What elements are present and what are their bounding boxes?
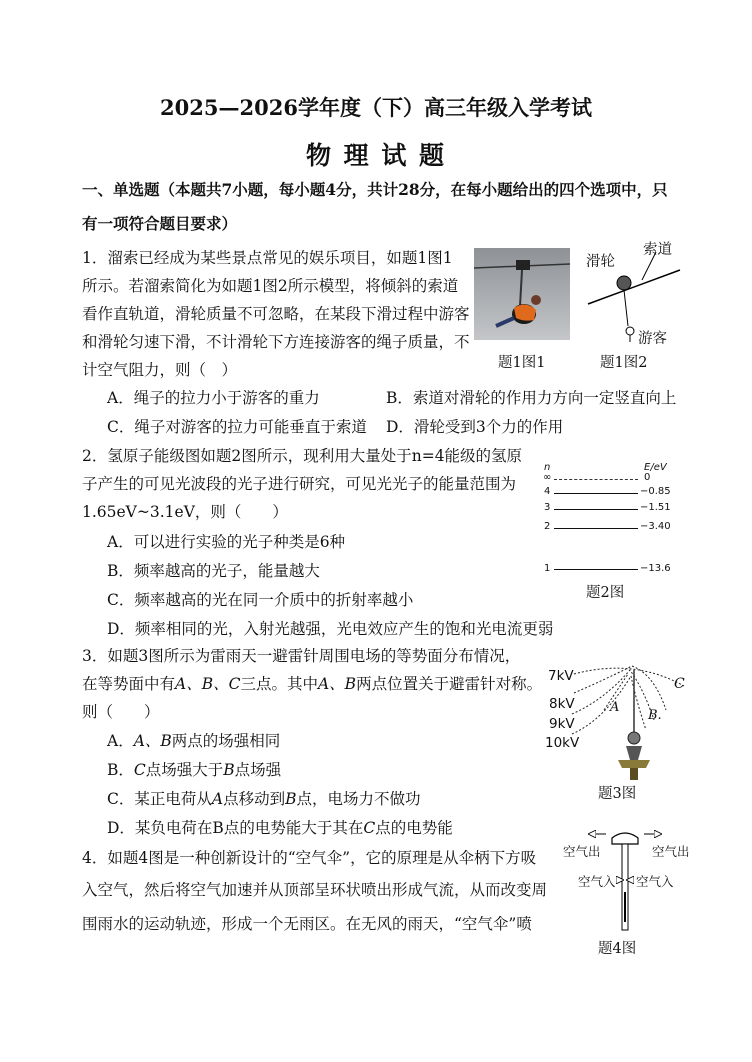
q3-line: 3．如题3图所示为雷雨天一避雷针周围电场的等势面分布情况， <box>82 647 521 665</box>
q3-points: A、B、C <box>175 675 241 693</box>
q3-text: 点，电场力不做功 <box>296 790 421 808</box>
equipotential-9kv-label: 9kV <box>549 716 575 732</box>
q3-points: B <box>285 790 297 808</box>
q3-text: 点的电势能 <box>375 819 453 837</box>
air-out-right-label: 空气出 <box>652 844 690 859</box>
q3-points: B <box>223 761 235 779</box>
q3-option-c <box>107 789 421 809</box>
level-e-2: −3.40 <box>640 521 671 532</box>
q2-line: 1.65eV~3.1eV，则（ ） <box>82 503 288 521</box>
q3-line <box>82 674 542 694</box>
q3-text: A． <box>107 732 134 750</box>
q3-points: A、B <box>133 732 172 750</box>
q2-fig-caption: 题2图 <box>586 585 625 601</box>
q4-line: 入空气，然后将空气加速并从顶部呈环状喷出形成气流，从而改变周 <box>82 881 548 899</box>
point-c-label: C <box>674 676 685 692</box>
energy-level-diagram <box>540 460 680 578</box>
q3-option-d <box>107 818 453 838</box>
q4-line: 4．如题4图是一种创新设计的“空气伞”，它的原理是从伞柄下方吸 <box>82 849 537 867</box>
q2-option-b: B．频率越高的光子，能量越大 <box>107 562 320 580</box>
level-line-3 <box>554 509 638 510</box>
q3-text: 点移动到 <box>223 790 286 808</box>
cable-label: 索道 <box>643 242 672 258</box>
pulley-label: 滑轮 <box>586 254 615 270</box>
zipline-photo <box>474 248 570 340</box>
equipotential-10kv-label: 10kV <box>545 735 580 751</box>
point-a-label: A <box>610 700 620 715</box>
q3-text: 点场强 <box>234 761 282 779</box>
q3-line: 则（ ） <box>82 703 160 721</box>
q1-line: 计空气阻力，则（ ） <box>82 361 238 379</box>
q1-fig1-caption: 题1图1 <box>498 355 546 371</box>
level-line-2 <box>554 528 638 529</box>
level-e-inf: 0 <box>644 472 651 483</box>
q3-text: 三点。其中 <box>240 675 318 693</box>
level-n-4: 4 <box>544 486 551 497</box>
q3-text: 两点的场强相同 <box>171 732 281 750</box>
q3-points: A、B <box>317 675 357 693</box>
level-e-3: −1.51 <box>640 502 671 513</box>
q3-text: 点场强大于 <box>145 761 224 779</box>
q3-points: C <box>133 761 146 779</box>
subject-title: 物 理 试 题 <box>305 141 447 170</box>
q3-option-a <box>107 731 280 751</box>
q1-option-b: B．索道对滑轮的作用力方向一定竖直向上 <box>386 389 677 407</box>
equipotential-7kv-label: 7kV <box>548 668 574 684</box>
q3-text: D．某负电荷在B点的电势能大于其在 <box>107 819 364 837</box>
q3-text: 两点位置关于避雷针对称。 <box>356 675 543 693</box>
q1-option-a: A．绳子的拉力小于游客的重力 <box>107 389 320 407</box>
q2-option-a: A．可以进行实验的光子种类是6种 <box>107 533 346 551</box>
level-n-2: 2 <box>544 521 551 532</box>
tourist-label: 游客 <box>638 331 667 347</box>
level-line-4 <box>554 493 638 494</box>
n-axis-label: n <box>544 462 551 473</box>
level-e-4: −0.85 <box>640 486 671 497</box>
q1-line: 和滑轮匀速下滑，不计滑轮下方连接游客的绳子质量，不 <box>82 333 470 351</box>
section-heading-line1: 一、单选题（本题共7小题，每小题4分，共计28分，在每小题给出的四个选项中，只 <box>82 180 668 199</box>
level-n-inf: ∞ <box>543 472 552 483</box>
air-out-left-label: 空气出 <box>563 844 601 859</box>
level-line-inf <box>554 479 638 480</box>
level-line-1 <box>554 569 638 570</box>
q3-text: 在等势面中有 <box>82 675 176 693</box>
air-in-left-label: 空气入 <box>578 874 616 889</box>
exam-title: 2025—2026学年度（下）高三年级入学考试 <box>160 95 592 120</box>
q2-option-d: D．频率相同的光，入射光越强，光电效应产生的饱和光电流更弱 <box>107 620 554 638</box>
q4-line: 围雨水的运动轨迹，形成一个无雨区。在无风的雨天，“空气伞”喷 <box>82 915 532 933</box>
point-b-label: B. <box>648 708 662 723</box>
q2-line: 2．氢原子能级图如题2图所示，现利用大量处于n=4能级的氢原 <box>82 447 523 465</box>
level-e-1: −13.6 <box>640 563 671 574</box>
equipotential-8kv-label: 8kV <box>549 696 575 712</box>
q3-text: C．某正电荷从 <box>107 790 212 808</box>
q1-line: 所示。若溜索简化为如题1图2所示模型，将倾斜的索道 <box>82 277 459 295</box>
q1-option-d: D．滑轮受到3个力的作用 <box>386 418 564 436</box>
q2-line: 子产生的可见光波段的光子进行研究，可见光光子的能量范围为 <box>82 475 517 493</box>
q3-points: C <box>363 819 376 837</box>
level-n-1: 1 <box>544 563 551 574</box>
level-n-3: 3 <box>544 502 551 513</box>
q3-points: A <box>211 790 224 808</box>
energy-axis-label: E/eV <box>644 462 667 473</box>
q4-fig-caption: 题4图 <box>598 941 637 957</box>
q1-line: 看作直轨道，滑轮质量不可忽略，在某段下滑过程中游客 <box>82 305 470 323</box>
q1-line: 1．溜索已经成为某些景点常见的娱乐项目，如题1图1 <box>82 249 453 267</box>
q1-fig2-caption: 题1图2 <box>600 355 648 371</box>
q3-fig-caption: 题3图 <box>598 786 637 802</box>
air-in-right-label: 空气入 <box>636 874 674 889</box>
section-heading-line2: 有一项符合题目要求） <box>82 214 238 233</box>
q1-option-c: C．绳子对游客的拉力可能垂直于索道 <box>107 418 367 436</box>
q3-text: B． <box>107 761 134 779</box>
q3-option-b <box>107 760 281 780</box>
q2-option-c: C．频率越高的光在同一介质中的折射率越小 <box>107 591 414 609</box>
